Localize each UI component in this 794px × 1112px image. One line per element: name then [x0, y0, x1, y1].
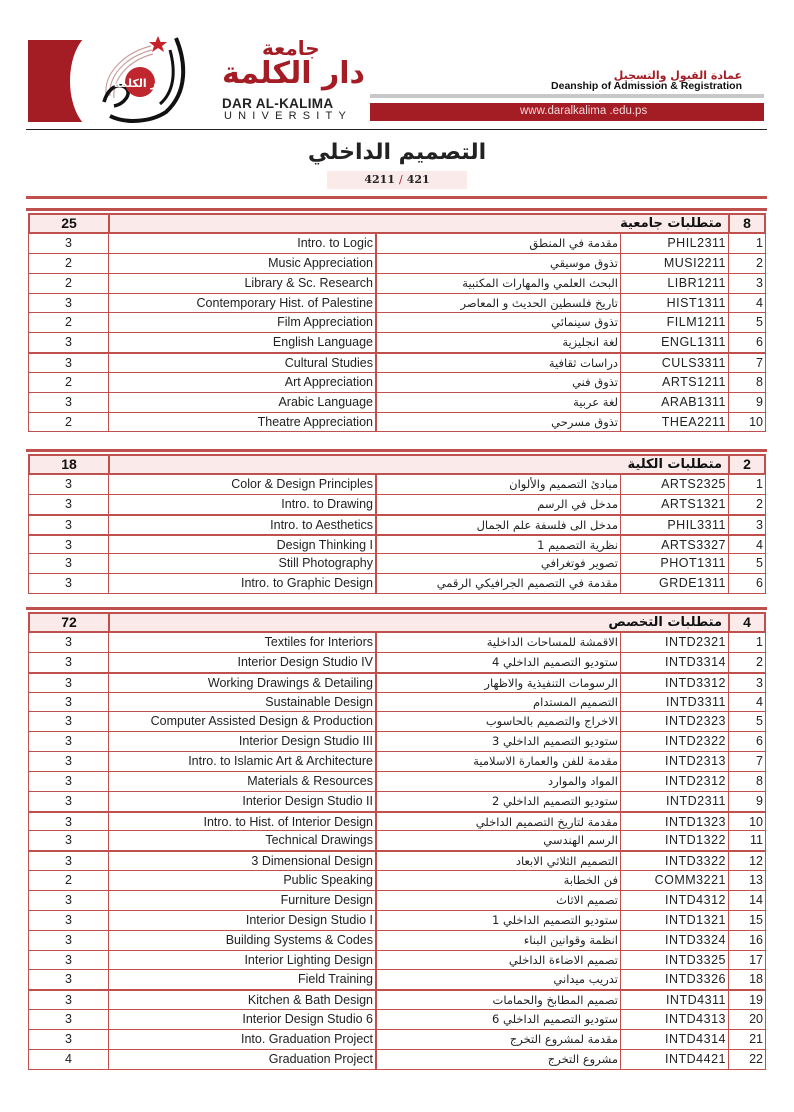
course-number: 6 — [756, 734, 763, 749]
course-name-arabic: تذوق فني — [379, 373, 621, 392]
course-row — [28, 353, 766, 373]
section-header — [28, 213, 766, 234]
course-number: 4 — [756, 295, 763, 310]
course-number: 5 — [756, 556, 763, 571]
course-name-english: Field Training — [109, 970, 377, 989]
course-number: 9 — [756, 394, 763, 409]
course-credits: 3 — [29, 354, 109, 372]
course-name-arabic: ستوديو التصميم الداخلي 6 — [379, 1010, 621, 1029]
course-credits: 3 — [29, 393, 109, 412]
course-name-english: Intro. to Islamic Art & Architecture — [109, 752, 377, 771]
course-row — [28, 970, 766, 990]
course-number: 12 — [749, 854, 763, 869]
course-number: 2 — [756, 654, 763, 669]
course-row — [28, 911, 766, 931]
course-credits: 3 — [29, 693, 109, 712]
course-row — [28, 254, 766, 274]
course-name-english: Theatre Appreciation — [109, 413, 377, 432]
course-name-arabic: مبادئ التصميم والألوان — [379, 475, 621, 494]
course-row — [28, 234, 766, 254]
course-row — [28, 413, 766, 433]
course-code: ARTS3327 — [621, 536, 729, 554]
course-credits: 2 — [29, 413, 109, 432]
brand-arabic-name: دار الكلمة — [222, 56, 365, 91]
course-name-english: Graduation Project — [109, 1050, 377, 1069]
course-row — [28, 274, 766, 294]
course-row — [28, 812, 766, 832]
course-row — [28, 693, 766, 713]
course-row — [28, 831, 766, 851]
course-name-english: Cultural Studies — [109, 354, 377, 372]
course-name-arabic: لغة انجليزية — [379, 333, 621, 352]
course-number: 3 — [756, 517, 763, 532]
program-code-right: 421 — [406, 173, 430, 186]
course-name-arabic: الاقمشة للمساحات الداخلية — [379, 633, 621, 652]
course-code: PHIL2311 — [621, 234, 729, 253]
course-row — [28, 871, 766, 891]
course-row — [28, 931, 766, 951]
course-credits: 3 — [29, 674, 109, 692]
course-credits: 3 — [29, 891, 109, 910]
course-name-english: Intro. to Hist. of Interior Design — [109, 813, 377, 831]
course-code: INTD3325 — [621, 951, 729, 970]
course-name-english: Intro. to Drawing — [109, 495, 377, 514]
course-name-english: Design Thinking I — [109, 536, 377, 554]
course-number: 16 — [749, 932, 763, 947]
course-row — [28, 792, 766, 812]
course-row — [28, 752, 766, 772]
course-number: 9 — [756, 793, 763, 808]
course-name-arabic: البحث العلمي والمهارات المكتبية — [379, 274, 621, 293]
course-number: 3 — [756, 275, 763, 290]
course-code: INTD4314 — [621, 1030, 729, 1049]
program-code-left: 4211 — [364, 173, 395, 186]
course-code: THEA2211 — [621, 413, 729, 432]
course-number: 8 — [756, 374, 763, 389]
course-code: MUSI2211 — [621, 254, 729, 273]
course-name-english: Arabic Language — [109, 393, 377, 412]
course-name-arabic: لغة عربية — [379, 393, 621, 412]
course-name-arabic: الرسومات التنفيذية والاظهار — [379, 674, 621, 692]
section-header — [28, 612, 766, 633]
course-credits: 3 — [29, 653, 109, 672]
course-name-english: Materials & Resources — [109, 772, 377, 791]
course-code: PHOT1311 — [621, 554, 729, 573]
course-name-arabic: التصميم المستدام — [379, 693, 621, 712]
course-number: 1 — [756, 635, 763, 649]
course-name-arabic: مشروع التخرج — [379, 1050, 621, 1069]
deanship-english: Deanship of Admission & Registration — [551, 80, 742, 92]
university-logo — [96, 32, 192, 124]
course-name-arabic: مدخل في الرسم — [379, 495, 621, 514]
course-name-arabic: المواد والموارد — [379, 772, 621, 791]
course-number: 1 — [756, 236, 763, 250]
course-name-arabic: الرسم الهندسي — [379, 831, 621, 850]
course-name-english: Into. Graduation Project — [109, 1030, 377, 1049]
course-row — [28, 574, 766, 594]
course-code: INTD4313 — [621, 1010, 729, 1029]
program-code-box — [327, 171, 467, 189]
course-number: 2 — [756, 496, 763, 511]
course-row — [28, 333, 766, 353]
course-code: INTD4311 — [621, 991, 729, 1009]
course-name-english: Music Appreciation — [109, 254, 377, 273]
course-row — [28, 772, 766, 792]
course-name-arabic: فن الخطابة — [379, 871, 621, 890]
course-name-arabic: ستوديو التصميم الداخلي 3 — [379, 732, 621, 751]
course-code: INTD2322 — [621, 732, 729, 751]
course-number: 21 — [749, 1031, 763, 1046]
course-name-english: Building Systems & Codes — [109, 931, 377, 950]
brand-english-sub: UNIVERSITY — [224, 110, 353, 122]
course-code: INTD2321 — [621, 633, 729, 652]
course-name-english: Interior Design Studio IV — [109, 653, 377, 672]
course-name-arabic: مدخل الى فلسفة علم الجمال — [379, 516, 621, 534]
course-name-english: Kitchen & Bath Design — [109, 991, 377, 1009]
section-total-credits: 18 — [30, 456, 110, 473]
course-name-english: English Language — [109, 333, 377, 352]
course-code: INTD1323 — [621, 813, 729, 831]
course-code: ARTS1211 — [621, 373, 729, 392]
course-name-english: Sustainable Design — [109, 693, 377, 712]
code-separator: / — [398, 173, 403, 186]
course-name-arabic: مقدمة في التصميم الجرافيكي الرقمي — [379, 574, 621, 593]
course-name-english: 3 Dimensional Design — [109, 852, 377, 870]
course-name-arabic: تدريب ميداني — [379, 970, 621, 989]
course-name-english: Interior Design Studio II — [109, 792, 377, 811]
course-credits: 3 — [29, 234, 109, 253]
course-number: 13 — [749, 873, 763, 888]
course-name-arabic: مقدمة لتاريخ التصميم الداخلي — [379, 813, 621, 831]
course-number: 6 — [756, 576, 763, 591]
course-row — [28, 712, 766, 732]
course-name-arabic: التصميم الثلاثي الابعاد — [379, 852, 621, 870]
course-code: ARAB1311 — [621, 393, 729, 412]
course-row — [28, 851, 766, 871]
course-row — [28, 1050, 766, 1070]
course-name-english: Interior Design Studio III — [109, 732, 377, 751]
course-number: 1 — [756, 477, 763, 491]
course-credits: 3 — [29, 931, 109, 950]
course-credits: 3 — [29, 792, 109, 811]
course-code: INTD2323 — [621, 712, 729, 731]
course-name-english: Technical Drawings — [109, 831, 377, 850]
course-credits: 3 — [29, 536, 109, 554]
course-row — [28, 495, 766, 515]
course-credits: 3 — [29, 752, 109, 771]
section-rule — [26, 607, 767, 610]
course-code: INTD1322 — [621, 831, 729, 850]
course-name-english: Furniture Design — [109, 891, 377, 910]
course-name-arabic: انظمة وقوانين البناء — [379, 931, 621, 950]
course-row — [28, 393, 766, 413]
course-name-english: Textiles for Interiors — [109, 633, 377, 652]
course-credits: 3 — [29, 813, 109, 831]
course-code: HIST1311 — [621, 294, 729, 313]
section-title: متطلبات التخصص — [608, 615, 722, 630]
course-number: 15 — [749, 912, 763, 927]
course-name-arabic: ستوديو التصميم الداخلي 4 — [379, 653, 621, 672]
section-title: متطلبات الكلية — [627, 457, 722, 472]
course-name-arabic: تصوير فوتغرافي — [379, 554, 621, 573]
course-row — [28, 373, 766, 393]
course-row — [28, 1030, 766, 1050]
course-number: 18 — [749, 972, 763, 987]
course-name-english: Intro. to Graphic Design — [109, 574, 377, 593]
section-total-credits: 25 — [30, 215, 110, 232]
course-number: 5 — [756, 315, 763, 330]
course-credits: 3 — [29, 712, 109, 731]
section-rule — [26, 449, 767, 452]
section-total-credits: 72 — [30, 614, 110, 631]
course-code: ARTS1321 — [621, 495, 729, 514]
course-name-english: Computer Assisted Design & Production — [109, 712, 377, 731]
course-number: 10 — [749, 414, 763, 429]
course-code: INTD4421 — [621, 1050, 729, 1069]
course-row — [28, 732, 766, 752]
course-name-arabic: تصميم الاثاث — [379, 891, 621, 910]
course-name-english: Intro. to Aesthetics — [109, 516, 377, 534]
course-credits: 3 — [29, 911, 109, 930]
course-code: ENGL1311 — [621, 333, 729, 352]
course-code: INTD3311 — [621, 693, 729, 712]
course-number: 10 — [749, 814, 763, 829]
course-credits: 3 — [29, 294, 109, 313]
course-name-arabic: تذوق مسرحي — [379, 413, 621, 432]
course-row — [28, 633, 766, 653]
course-row — [28, 515, 766, 535]
course-number: 4 — [756, 537, 763, 552]
section-count: 4 — [728, 614, 764, 631]
course-number: 6 — [756, 335, 763, 350]
course-name-english: Library & Sc. Research — [109, 274, 377, 293]
course-code: INTD2312 — [621, 772, 729, 791]
course-code: INTD2313 — [621, 752, 729, 771]
course-number: 7 — [756, 754, 763, 769]
course-name-english: Interior Design Studio I — [109, 911, 377, 930]
course-row — [28, 891, 766, 911]
course-row — [28, 554, 766, 574]
course-name-english: Still Photography — [109, 554, 377, 573]
course-name-arabic: دراسات ثقافية — [379, 354, 621, 372]
course-credits: 3 — [29, 732, 109, 751]
course-name-english: Working Drawings & Detailing — [109, 674, 377, 692]
course-credits: 3 — [29, 831, 109, 850]
course-number: 19 — [749, 993, 763, 1008]
course-credits: 2 — [29, 373, 109, 392]
course-name-english: Public Speaking — [109, 871, 377, 890]
course-code: INTD3314 — [621, 653, 729, 672]
section-count: 2 — [728, 456, 764, 473]
course-name-arabic: تصميم الاضاءة الداخلي — [379, 951, 621, 970]
course-credits: 3 — [29, 991, 109, 1009]
course-code: INTD3322 — [621, 852, 729, 870]
course-name-arabic: تاريخ فلسطين الحديث و المعاصر — [379, 294, 621, 313]
course-code: COMM3221 — [621, 871, 729, 890]
course-name-arabic: ستوديو التصميم الداخلي 2 — [379, 792, 621, 811]
course-credits: 3 — [29, 1010, 109, 1029]
header-divider — [26, 129, 767, 130]
course-name-english: Interior Lighting Design — [109, 951, 377, 970]
course-name-arabic: مقدمة لمشروع التخرج — [379, 1030, 621, 1049]
brand-arabic-small: جامعة — [262, 36, 320, 60]
course-name-english: Intro. to Logic — [109, 234, 377, 253]
brand-english-name: DAR AL-KALIMA — [222, 96, 334, 111]
course-code: INTD3326 — [621, 970, 729, 989]
course-number: 2 — [756, 255, 763, 270]
course-row — [28, 1010, 766, 1030]
deanship-arabic: عمادة القبول والتسجيل — [613, 69, 742, 82]
course-name-english: Contemporary Hist. of Palestine — [109, 294, 377, 313]
course-credits: 3 — [29, 852, 109, 870]
section-table — [28, 213, 766, 432]
course-credits: 3 — [29, 554, 109, 573]
course-number: 7 — [756, 356, 763, 371]
section-table — [28, 612, 766, 1070]
course-credits: 2 — [29, 313, 109, 332]
header-gray-bar — [370, 94, 764, 98]
course-name-english: Film Appreciation — [109, 313, 377, 332]
course-code: INTD3312 — [621, 674, 729, 692]
course-row — [28, 535, 766, 555]
course-number: 5 — [756, 714, 763, 729]
course-row — [28, 313, 766, 333]
course-name-arabic: مقدمة للفن والعمارة الاسلامية — [379, 752, 621, 771]
course-credits: 3 — [29, 970, 109, 989]
course-credits: 3 — [29, 495, 109, 514]
course-number: 8 — [756, 773, 763, 788]
course-code: INTD3324 — [621, 931, 729, 950]
section-header — [28, 454, 766, 475]
course-credits: 3 — [29, 516, 109, 534]
course-name-english: Color & Design Principles — [109, 475, 377, 494]
course-name-english: Art Appreciation — [109, 373, 377, 392]
course-number: 22 — [749, 1051, 763, 1066]
course-credits: 4 — [29, 1050, 109, 1069]
course-number: 11 — [750, 833, 763, 848]
course-name-arabic: تذوق سينمائي — [379, 313, 621, 332]
course-name-arabic: تذوق موسيقي — [379, 254, 621, 273]
logo-text: دار الكلمة — [113, 77, 167, 90]
course-code: INTD4312 — [621, 891, 729, 910]
course-code: ARTS2325 — [621, 475, 729, 494]
section-rule — [26, 208, 767, 211]
course-row — [28, 951, 766, 971]
course-name-arabic: تصميم المطابخ والحمامات — [379, 991, 621, 1009]
course-code: INTD2311 — [621, 792, 729, 811]
course-credits: 2 — [29, 871, 109, 890]
course-number: 14 — [749, 892, 763, 907]
section-table — [28, 454, 766, 594]
course-code: GRDE1311 — [621, 574, 729, 593]
course-credits: 3 — [29, 475, 109, 494]
course-name-arabic: مقدمة في المنطق — [379, 234, 621, 253]
course-code: INTD1321 — [621, 911, 729, 930]
course-code: CULS3311 — [621, 354, 729, 372]
course-credits: 3 — [29, 574, 109, 593]
course-row — [28, 294, 766, 314]
course-number: 3 — [756, 675, 763, 690]
course-credits: 2 — [29, 254, 109, 273]
course-credits: 3 — [29, 1030, 109, 1049]
course-code: LIBR1211 — [621, 274, 729, 293]
course-row — [28, 475, 766, 495]
course-credits: 2 — [29, 274, 109, 293]
course-credits: 3 — [29, 333, 109, 352]
section-count: 8 — [728, 215, 764, 232]
course-code: PHIL3311 — [621, 516, 729, 534]
course-name-arabic: الاخراج والتصميم بالحاسوب — [379, 712, 621, 731]
course-row — [28, 990, 766, 1010]
course-credits: 3 — [29, 633, 109, 652]
course-row — [28, 673, 766, 693]
course-code: FILM1211 — [621, 313, 729, 332]
course-name-arabic: ستوديو التصميم الداخلي 1 — [379, 911, 621, 930]
page-title: التصميم الداخلي — [307, 140, 487, 165]
course-name-arabic: نظرية التصميم 1 — [379, 536, 621, 554]
website-link[interactable]: www.daralkalima .edu.ps — [520, 105, 648, 117]
course-credits: 3 — [29, 772, 109, 791]
course-number: 4 — [756, 694, 763, 709]
course-credits: 3 — [29, 951, 109, 970]
section-title: متطلبات جامعية — [620, 216, 722, 231]
course-number: 17 — [749, 952, 763, 967]
divider-rule — [26, 196, 767, 199]
course-number: 20 — [749, 1012, 763, 1027]
course-row — [28, 653, 766, 673]
course-name-english: Interior Design Studio 6 — [109, 1010, 377, 1029]
